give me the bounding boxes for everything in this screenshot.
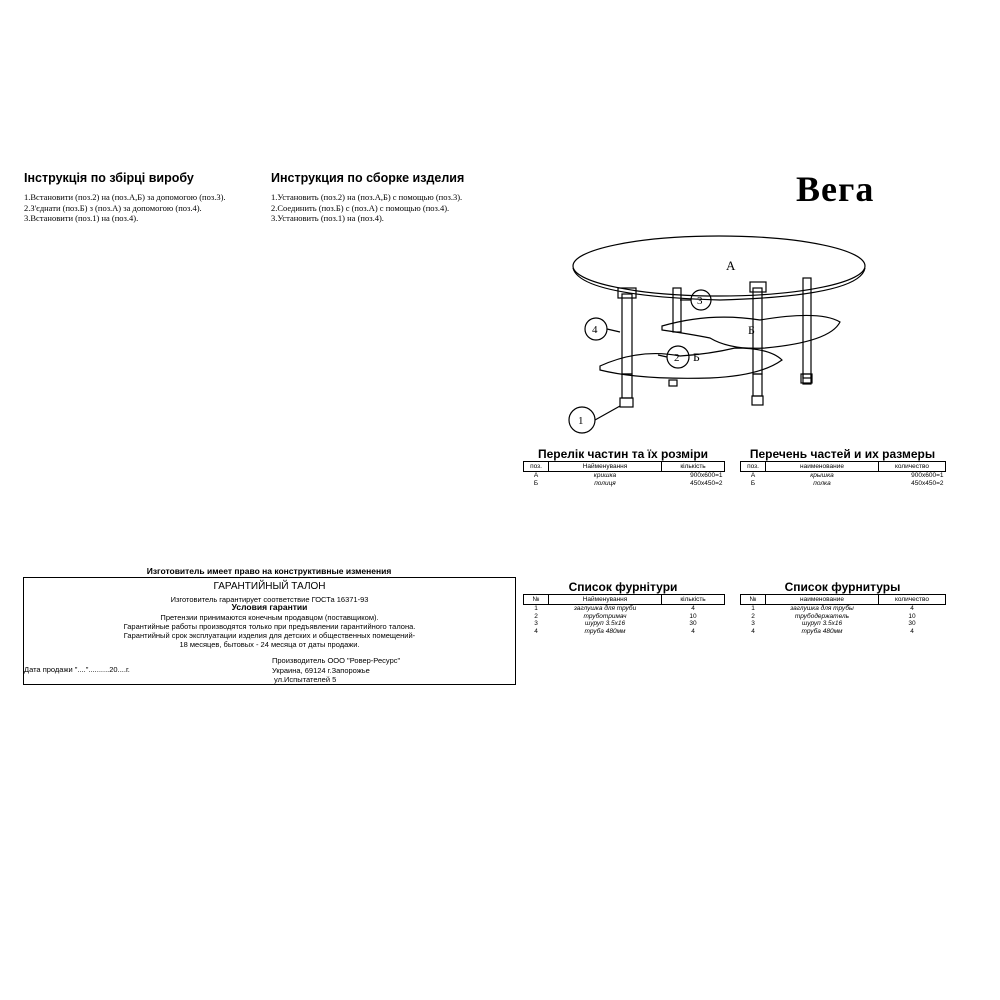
table-assembly-diagram: [560, 230, 900, 435]
table-row: [524, 613, 725, 621]
cell: трубодержатель: [794, 612, 850, 620]
manufacturer-notice: Изготовитель имеет право на конструктивные изменения: [146, 566, 392, 576]
condition-line: Претензии принимаются конечным продавцом (поставщиком).: [160, 613, 379, 622]
table-row: [524, 628, 725, 636]
cell: 2: [534, 612, 538, 620]
cell: 1: [534, 605, 538, 613]
table-row: [741, 472, 946, 480]
tube-cap: [620, 398, 633, 407]
table-row: [741, 480, 946, 488]
table-header-row: [741, 595, 946, 605]
cell: 3: [534, 620, 538, 628]
parts-ru-table: [740, 461, 946, 487]
column-header: №: [741, 595, 766, 605]
table-header-row: [741, 462, 946, 472]
cell: заглушка для труби: [573, 605, 637, 613]
fittings-ua-title: Список фурнітури: [568, 580, 678, 594]
table-row: [741, 613, 946, 621]
sale-date-field: Дата продажи "...."..........20....г.: [24, 665, 130, 674]
cell: полиця: [594, 479, 616, 487]
cell: 10: [908, 612, 916, 620]
cell: труба 480мм: [801, 627, 843, 635]
leg-tube: [622, 294, 632, 374]
manufacturer-info: [272, 656, 400, 685]
warranty-card: [23, 577, 516, 685]
cell: 30: [908, 620, 916, 628]
cell: шуруп 3.5x16: [801, 620, 843, 628]
cell: А: [533, 472, 539, 480]
table-header-row: [524, 462, 725, 472]
callout-1: 1: [578, 415, 584, 427]
table-row: [524, 620, 725, 628]
condition-line: 18 месяцев, бытовых - 24 месяца от даты продажи.: [179, 640, 360, 649]
column-header: наименование: [766, 595, 879, 605]
manufacturer-line: ул.Испытателей 5: [274, 675, 337, 684]
column-header: №: [524, 595, 549, 605]
condition-line: Гарантийный срок эксплуатации изделия для детских и общественных помещений-: [123, 631, 416, 640]
cell: 4: [910, 627, 914, 635]
tube-cap: [752, 396, 763, 405]
column-header: количество: [879, 462, 946, 472]
parts-ua-table: [523, 461, 725, 487]
cell: Б: [750, 479, 756, 487]
column-header: Найменування: [549, 462, 662, 472]
cell: 900x600=1: [690, 472, 723, 480]
cell: 4: [910, 605, 914, 613]
warranty-gost: Изготовитель гарантирует соответствие ГОСТа 16371-93: [170, 595, 369, 604]
cell: 4: [691, 605, 695, 613]
table-row: [524, 472, 725, 480]
cell: 450x450=2: [690, 479, 723, 487]
cell: А: [750, 472, 756, 480]
instruction-step: 2.Соединить (поз.Б) с (поз.А) с помощью (поз.4).: [271, 202, 450, 213]
instructions-ua-steps: [24, 192, 226, 224]
parts-ua-title: Перелік частин та їх розміри: [537, 447, 709, 461]
column-header: поз.: [524, 462, 549, 472]
diagram-label-a: A: [726, 258, 736, 273]
fittings-ua-table: [523, 594, 725, 635]
column-header: наименование: [766, 462, 879, 472]
column-header: Найменування: [549, 595, 662, 605]
diagram-label-b: Б: [693, 350, 700, 364]
brand-title: Вега: [796, 169, 875, 209]
diagram-label-b: Б: [748, 323, 755, 337]
table-header-row: [524, 595, 725, 605]
parts-ru-title: Перечень частей и их размеры: [749, 447, 936, 461]
cell: 30: [689, 620, 697, 628]
cell: 2: [751, 612, 755, 620]
fittings-ru-title: Список фурнитуры: [784, 580, 901, 594]
instruction-step: 1.Установить (поз.2) на (поз.А,Б) с помощью (поз.3).: [271, 192, 463, 202]
warranty-title: ГАРАНТИЙНЫЙ ТАЛОН: [213, 581, 326, 592]
instruction-step: 2.З'єднати (поз.Б) з (поз.А) за допомогою (поз.4).: [24, 202, 202, 213]
column-header: кількість: [662, 595, 725, 605]
cell: Б: [533, 479, 539, 487]
instruction-step: 3.Встановити (поз.1) на (поз.4).: [24, 213, 139, 223]
column-header: количество: [879, 595, 946, 605]
condition-line: Гарантийные работы производятся только при предъявлении гарантийного талона.: [123, 622, 416, 631]
cell: труботримач: [583, 612, 627, 620]
warranty-conditions-title: Условия гарантии: [231, 602, 308, 612]
table-row: [524, 605, 725, 613]
cell: кришка: [593, 472, 617, 480]
cell: 10: [689, 612, 697, 620]
callout-3: 3: [697, 295, 703, 307]
cell: 4: [534, 627, 538, 635]
column-header: кількість: [662, 462, 725, 472]
warranty-conditions: [24, 613, 515, 649]
table-row: [741, 628, 946, 636]
instructions-ua-title: Інструкція по збірці виробу: [24, 171, 194, 185]
callout-2: 2: [674, 352, 680, 364]
cell: 450x450=2: [911, 479, 944, 487]
table-row: [741, 620, 946, 628]
manufacturer-line: Украина, 69124 г.Запорожье: [272, 665, 370, 675]
table-row: [524, 480, 725, 488]
instructions-ru-title: Инструкция по сборке изделия: [271, 171, 465, 185]
cell: 1: [751, 605, 755, 613]
callout-4: 4: [592, 324, 598, 336]
cell: 4: [691, 627, 695, 635]
cell: шуруп 3.5x16: [584, 620, 626, 628]
cell: полка: [813, 479, 831, 487]
cell: крышка: [810, 472, 834, 480]
instruction-step: 1.Встановити (поз.2) на (поз.А,Б) за допомогою (поз.3).: [24, 192, 226, 202]
cell: заглушка для трубы: [790, 605, 854, 613]
cell: 3: [751, 620, 755, 628]
cell: 900x600=1: [911, 472, 944, 480]
top-glass-a: [573, 236, 865, 296]
instructions-ru-steps: [271, 192, 462, 224]
manufacturer-line: Производитель ООО "Ровер-Ресурс": [272, 656, 401, 665]
table-row: [741, 605, 946, 613]
column-header: поз.: [741, 462, 766, 472]
fittings-ru-table: [740, 594, 946, 635]
instruction-step: 3.Установить (поз.1) на (поз.4).: [271, 213, 384, 223]
cell: труба 480мм: [584, 627, 626, 635]
cell: 4: [751, 627, 755, 635]
